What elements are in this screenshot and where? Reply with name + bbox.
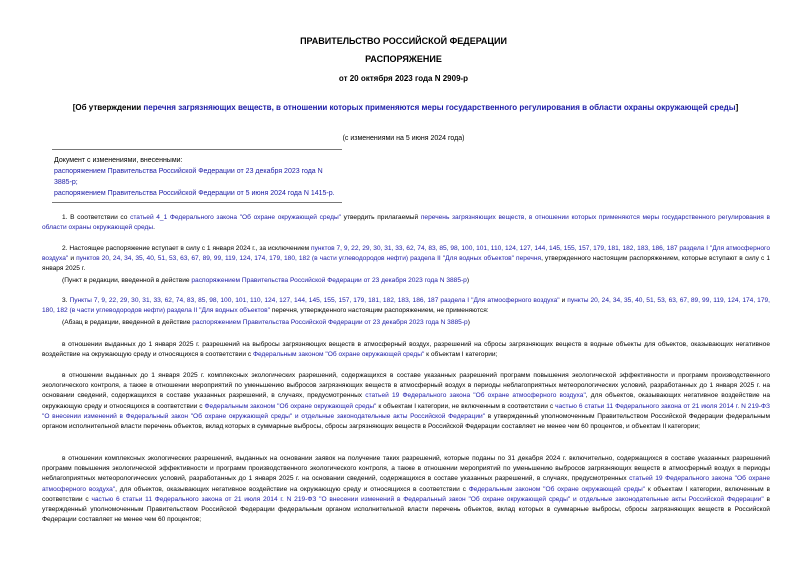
paragraph-2-note [42, 276, 770, 286]
doc-type-heading: РАСПОРЯЖЕНИЕ [365, 54, 442, 64]
document-title [48, 102, 763, 113]
text: ) [466, 277, 470, 284]
paragraph-1 [42, 213, 770, 233]
amendment-link[interactable]: распоряжением Правительства Российской Федерации от 23 декабря 2023 года N 3885-р [191, 277, 467, 284]
text: в отношении комплексных экологических разрешений, выданных на основании заявок на получение таких разрешений, которые поданы по 31 декабря 2024 г. включительно, содержащихся в составе указанных разрешений программ повышения экологической эффективности и программ производственного экологического контроля, а также в отношении мероприятий по уменьшению выбросов загрязняющих веществ в атмосферный воздух в периоды неблагоприятных метеорологических условий, разработанных до 1 января 2025 г. на основании сведений, содержащихся в составе указанных разрешений, в случаях, предусмотренных [42, 455, 770, 483]
text: и [68, 255, 77, 263]
change-link-2[interactable]: распоряжением Правительства Российской Федерации от 5 июня 2024 года N 1415-р. [54, 190, 335, 197]
text: , утвержденного настоящим распоряжением, которые вступают в силу с 1 января 2025 г. [42, 255, 770, 273]
law-link[interactable]: статьей 19 Федерального закона "Об охране атмосферного воздуха" [365, 392, 586, 400]
law-link[interactable]: Федеральным законом "Об охране окружающей среды" [468, 485, 646, 493]
law-link[interactable]: Федеральным законом "Об охране окружающей среды" [252, 351, 425, 359]
paragraph-3-note [42, 318, 770, 328]
text: (Пункт в редакции, введенной в действие [62, 277, 192, 284]
text: . [153, 224, 155, 232]
text: 2. Настоящее распоряжение вступает в силу с 1 января 2024 г., за исключением [62, 245, 312, 252]
text: к объектам I категории, не включенным в соответствии с [376, 402, 556, 410]
title-open: [Об утверждении [72, 103, 144, 112]
law-link[interactable]: статьей 19 Федерального закона "Об охране атмосферного воздуха" [42, 475, 771, 493]
law-link[interactable]: частью 6 статьи 11 Федерального закона от 21 июля 2014 г. N 219-ФЗ "О внесении изменений в Федеральный закон "Об охране окружающей среды" и отдельные законодательные акты Российской Федерации" [91, 495, 764, 503]
paragraph-6 [42, 454, 770, 525]
change-link-1[interactable]: распоряжением Правительства Российской Федерации от 23 декабря 2023 года N 3885-р; [54, 168, 323, 186]
amendment-link[interactable]: распоряжением Правительства Российской Федерации от 23 декабря 2023 года N 3885-р [192, 319, 468, 326]
items-link[interactable]: пунктов 7, 9, 22, 29, 30, 31, 33, 62, 74, 83, 85, 98, 100, 101, 110, 124, 127, 144, 145, 155, 157, 179, 181, 182, 183, 186, 187 раздела I "Для атмосферного воздуха" [42, 245, 770, 263]
text: 3. [62, 297, 70, 304]
paragraph-3 [42, 296, 770, 316]
changes-box [52, 149, 342, 203]
divider [52, 202, 342, 203]
changes-heading: Документ с изменениями, внесенными: [54, 157, 183, 164]
text: (Абзац в редакции, введенной в действие [62, 319, 193, 326]
title-link[interactable]: перечня загрязняющих веществ, в отношении которых применяются меры государственного регулирования в области охраны окружающей среды [143, 103, 736, 112]
items-link[interactable]: пунктов 20, 24, 34, 35, 40, 51, 53, 63, 67, 89, 99, 119, 124, 174, 179, 180, 182 (в части углеводородов нефти) раздела II "Для водных объектов" перечня [76, 255, 542, 263]
text: к объектам I категории, включенным в соответствии с [42, 485, 770, 503]
text: 1. В соответствии со [62, 214, 131, 221]
paragraph-4 [42, 340, 770, 360]
text: , для объектов, оказывающих негативное воздействие на окружающую среду и относящихся в соответствии с [115, 485, 469, 493]
paragraph-2 [42, 244, 770, 275]
paragraph-5 [42, 371, 770, 432]
text: и [559, 297, 568, 304]
text: перечня, утвержденного настоящим распоряжением, не применяются: [269, 307, 489, 315]
revision-subtitle: (с изменениями на 5 июня 2024 года) [342, 135, 465, 142]
title-close: ] [735, 103, 739, 112]
org-heading: ПРАВИТЕЛЬСТВО РОССИЙСКОЙ ФЕДЕРАЦИИ [300, 36, 507, 46]
text: утвердить прилагаемый [341, 214, 421, 221]
divider [52, 149, 342, 150]
text: в отношении выданных до 1 января 2025 г. комплексных экологических разрешений, содержащихся в составе указанных разрешений программ повышения экологической эффективности и программ производственного экологического контроля, а также в отношении мероприятий по уменьшению выбросов загрязняющих веществ в атмосферный воздух в периоды неблагоприятных метеорологических условий, разработанных до 1 января 2025 г. на основании сведений, содержащихся в составе указанных разрешений, в случаях, предусмотренных [42, 372, 770, 400]
text: в утвержденный уполномоченным Правительством Российской Федерации федеральным органом исполнительной власти перечень объектов, вклад которых в суммарные выбросы, сбросы загрязняющих веществ в Российской Федерации составляет не менее чем 60 процентов, и объектам II категории; [42, 412, 770, 431]
text: , для объектов, оказывающих негативное воздействие на окружающую среду и относящихся в соответствии с [42, 392, 771, 410]
text: к объектам I категории; [424, 351, 498, 359]
list-link[interactable]: перечень загрязняющих веществ, в отношении которых применяются меры государственного регулирования в области охраны окружающей среды [42, 214, 771, 232]
text: ) [467, 319, 470, 326]
items-link[interactable]: Пункты 7, 9, 22, 29, 30, 31, 33, 62, 74, 83, 85, 98, 100, 101, 110, 124, 127, 144, 145, 155, 157, 179, 181, 182, 183, 186, 187 раздела I "Для атмосферного воздуха" [69, 297, 560, 304]
items-link[interactable]: пункты 20, 24, 34, 35, 40, 51, 53, 63, 67, 89, 99, 119, 124, 174, 179, 180, 182 (в части углеводородов нефти) раздела II "Для водных объектов" [42, 297, 770, 315]
text: в отношении выданных до 1 января 2025 г. разрешений на выбросы загрязняющих веществ в атмосферный воздух, разрешений на сбросы загрязняющих веществ в водные объекты для объектов, оказывающих негативное воздействие на окружающую среду и относящихся в соответствии с [42, 341, 770, 359]
text: в утвержденный уполномоченным Правительством Российской Федерации федеральным органом исполнительной власти перечень объектов, вклад которых в суммарные выбросы, сбросы загрязняющих веществ в Российской Федерации составляет не менее чем 60 процентов; [42, 495, 770, 524]
law-link[interactable]: статьей 4_1 Федерального закона "Об охране окружающей среды" [130, 214, 342, 221]
law-link[interactable]: Федеральным законом "Об охране окружающей среды" [204, 402, 377, 410]
law-link[interactable]: частью 6 статьи 11 Федерального закона от 21 июля 2014 г. N 219-ФЗ "О внесении изменений в Федеральный закон "Об охране окружающей среды" и отдельные законодательные акты Российской Федерации" [42, 402, 771, 420]
date-number-heading: от 20 октября 2023 года N 2909-р [338, 74, 469, 83]
